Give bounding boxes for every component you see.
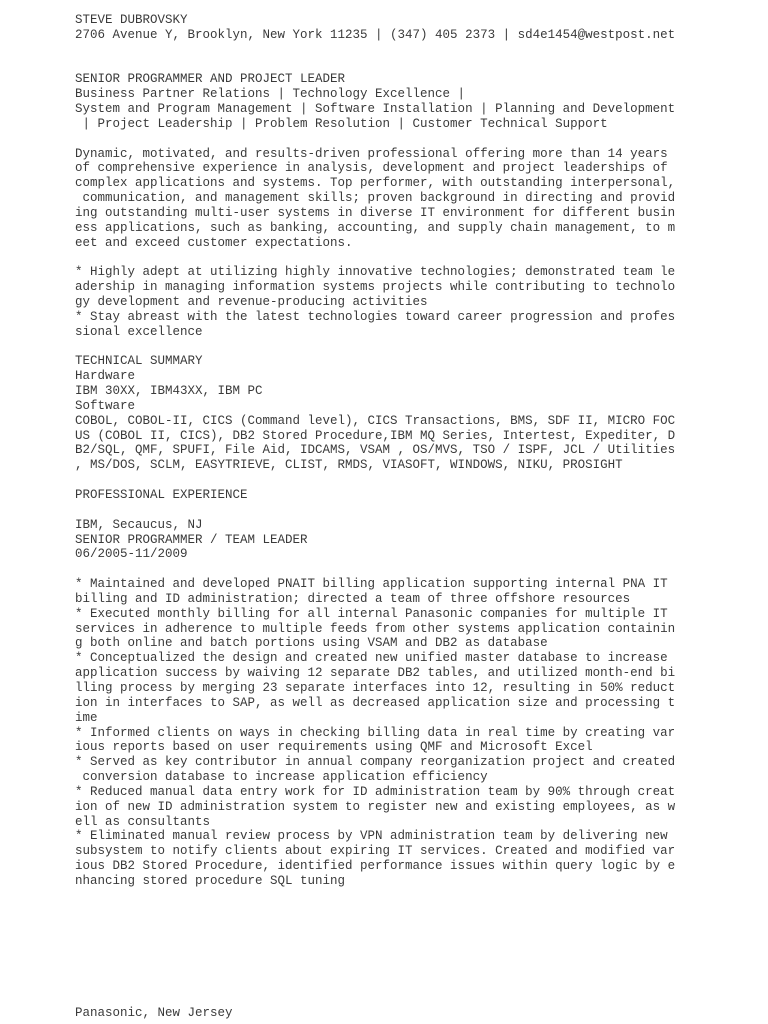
highlights-list (75, 265, 755, 339)
experience-line: lling process by merging 23 separate interfaces into 12, resulting in 50% reduct (75, 680, 676, 695)
experience-line: * Executed monthly billing for all internal Panasonic companies for multiple IT (75, 606, 668, 621)
experience-line: * Informed clients on ways in checking billing data in real time by creating var (75, 725, 676, 740)
experience-line: subsystem to notify clients about expiring IT services. Created and modified var (75, 844, 676, 859)
software-line: US (COBOL II, CICS), DB2 Stored Procedure,IBM MQ Series, Intertest, Expediter, D (75, 428, 676, 443)
spacer (75, 251, 755, 266)
resume-document (75, 13, 755, 889)
hardware-label: Hardware (75, 369, 136, 384)
job-role: SENIOR PROGRAMMER / TEAM LEADER (75, 532, 308, 547)
skills-line: Business Partner Relations | Technology Excellence | (75, 87, 466, 102)
job-dates: 06/2005-11/2009 (75, 547, 188, 562)
experience-line: g both online and batch portions using VSAM and DB2 as database (75, 636, 548, 651)
experience-line: * Served as key contributor in annual company reorganization project and created (75, 755, 676, 770)
software-line: , MS/DOS, SCLM, EASYTRIEVE, CLIST, RMDS, VIASOFT, WINDOWS, NIKU, PROSIGHT (75, 458, 623, 473)
experience-line: billing and ID administration; directed a team of three offshore resources (75, 591, 631, 606)
experience-line: ious reports based on user requirements using QMF and Microsoft Excel (75, 740, 593, 755)
spacer (75, 58, 755, 73)
spacer (75, 43, 755, 58)
spacer (75, 562, 755, 577)
summary-line: of comprehensive experience in analysis, development and project leaderships of (75, 161, 668, 176)
software-line: B2/SQL, QMF, SPUFI, File Aid, IDCAMS, VSAM , OS/MVS, TSO / ISPF, JCL / Utilities (75, 443, 676, 458)
experience-line: ell as consultants (75, 814, 211, 829)
skills-line: | Project Leadership | Problem Resolution | Customer Technical Support (75, 116, 608, 131)
highlight-line: * Highly adept at utilizing highly innovative technologies; demonstrated team le (75, 265, 676, 280)
software-line: COBOL, COBOL-II, CICS (Command level), CICS Transactions, BMS, SDF II, MICRO FOC (75, 413, 676, 428)
experience-section (75, 488, 755, 889)
experience-line: * Maintained and developed PNAIT billing application supporting internal PNA IT (75, 577, 668, 592)
summary-line: Dynamic, motivated, and results-driven professional offering more than 14 years (75, 146, 668, 161)
experience-line: nhancing stored procedure SQL tuning (75, 873, 346, 888)
software-label: Software (75, 398, 136, 413)
hardware-value: IBM 30XX, IBM43XX, IBM PC (75, 384, 263, 399)
summary-line: complex applications and systems. Top performer, with outstanding interpersonal, (75, 176, 676, 191)
experience-line: services in adherence to multiple feeds from other systems application containin (75, 621, 676, 636)
section-heading: TECHNICAL SUMMARY (75, 354, 203, 369)
summary-line: ess applications, such as banking, accounting, and supply chain management, to m (75, 220, 676, 235)
spacer (75, 132, 755, 147)
company-name: IBM, Secaucus, NJ (75, 517, 203, 532)
summary-paragraph (75, 147, 755, 251)
experience-line: * Reduced manual data entry work for ID administration team by 90% through creat (75, 784, 676, 799)
spacer (75, 503, 755, 518)
summary-line: ing outstanding multi-user systems in diverse IT environment for different busin (75, 205, 676, 220)
spacer (75, 473, 755, 488)
candidate-name: STEVE DUBROVSKY (75, 13, 188, 27)
spacer (75, 340, 755, 355)
experience-line: * Conceptualized the design and created new unified master database to increase (75, 651, 668, 666)
summary-line: communication, and management skills; proven background in directing and provid (75, 191, 676, 206)
contact-info: 2706 Avenue Y, Brooklyn, New York 11235 | (347) 405 2373 | sd4e1454@westpost.net (75, 27, 676, 42)
technical-summary-section (75, 354, 755, 473)
next-company-name: Panasonic, New Jersey (75, 1006, 233, 1020)
highlight-line: gy development and revenue-producing activities (75, 295, 428, 310)
experience-line: conversion database to increase application efficiency (75, 770, 488, 785)
highlight-line: adership in managing information systems projects while contributing to technolo (75, 280, 676, 295)
experience-line: ion in interfaces to SAP, as well as decreased application size and processing t (75, 695, 676, 710)
summary-line: eet and exceed customer expectations. (75, 235, 353, 250)
highlight-line: * Stay abreast with the latest technologies toward career progression and profes (75, 309, 676, 324)
professional-title: SENIOR PROGRAMMER AND PROJECT LEADER (75, 72, 346, 87)
highlight-line: sional excellence (75, 324, 203, 339)
experience-line: ion of new ID administration system to register new and existing employees, as w (75, 799, 676, 814)
experience-line: ious DB2 Stored Procedure, identified performance issues within query logic by e (75, 859, 676, 874)
experience-line: application success by waiving 12 separate DB2 tables, and utilized month-end bi (75, 666, 676, 681)
section-heading: PROFESSIONAL EXPERIENCE (75, 488, 248, 502)
experience-line: * Eliminated manual review process by VPN administration team by delivering new (75, 829, 668, 844)
skills-line: System and Program Management | Software Installation | Planning and Development (75, 102, 676, 117)
experience-line: ime (75, 710, 98, 725)
